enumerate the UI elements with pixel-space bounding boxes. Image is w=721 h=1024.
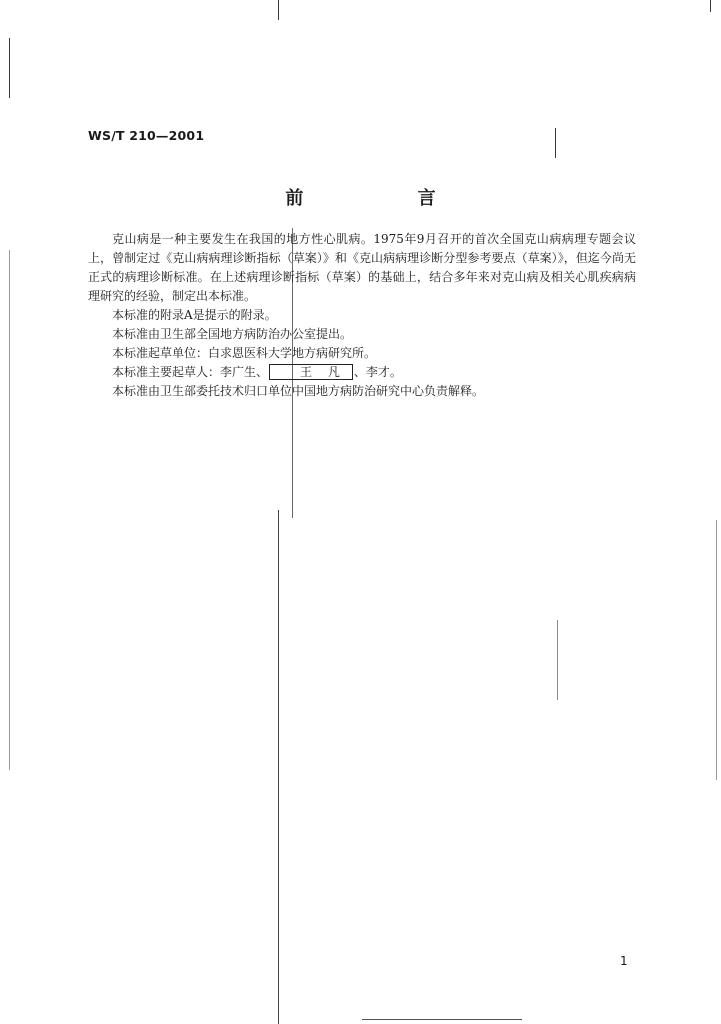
scan-mark — [557, 620, 558, 700]
scan-mark — [362, 1019, 522, 1020]
scan-mark — [9, 250, 10, 770]
boxed-drafter-name: 王 凡 — [269, 364, 353, 380]
drafters-prefix: 本标准主要起草人：李广生、 — [112, 365, 269, 379]
paragraph-intro: 克山病是一种主要发生在我国的地方性心肌病。1975年9月召开的首次全国克山病病理专题会议上，曾制定过《克山病病理诊断指标（草案）》和《克山病病理诊断分型参考要点（草案）》，但迄今尚无正式的病理诊断标准。在上述病理诊断指标（草案）的基础上，结合多年来对克山病及相关心肌疾病病理研究的经验，制定出本标准。 — [88, 232, 636, 303]
paragraph-proposer: 本标准由卫生部全国地方病防治办公室提出。 — [112, 327, 353, 341]
scan-mark — [278, 0, 279, 20]
paragraph-drafting-unit: 本标准起草单位：白求恩医科大学地方病研究所。 — [112, 346, 377, 360]
page-number: 1 — [620, 954, 628, 968]
scan-mark — [278, 510, 279, 1024]
paragraph-drafters — [88, 363, 636, 382]
scan-mark — [555, 128, 556, 158]
scan-mark — [716, 520, 717, 780]
scan-mark — [710, 0, 711, 12]
paragraph-interpretation: 本标准由卫生部委托技术归口单位中国地方病防治研究中心负责解释。 — [112, 384, 485, 398]
standard-code: WS/T 210—2001 — [88, 128, 205, 143]
paragraph-appendix: 本标准的附录A是提示的附录。 — [112, 308, 277, 322]
page-title: 前 言 — [285, 188, 490, 209]
scan-mark — [9, 38, 10, 98]
preface-body — [88, 230, 636, 401]
drafters-suffix: 、李才。 — [353, 365, 402, 379]
